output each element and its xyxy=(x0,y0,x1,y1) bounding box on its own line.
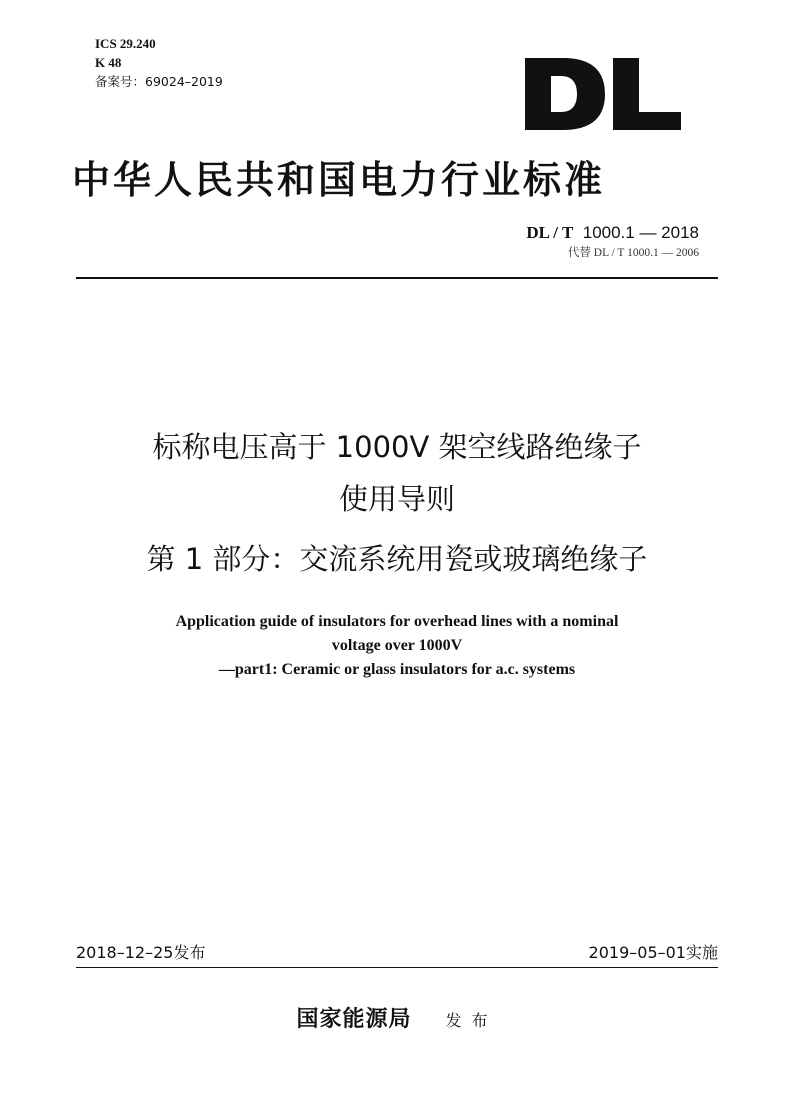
header-divider xyxy=(76,277,718,279)
implementation-date: 2019–05–01实施 xyxy=(588,943,718,962)
standard-number xyxy=(526,222,699,244)
dl-logo xyxy=(523,56,683,132)
cn-title-line-2: 使用导则 xyxy=(338,482,455,516)
dl-logo-d-shape xyxy=(525,58,605,130)
cn-title-line-1: 标称电压高于 1000V 架空线路绝缘子 xyxy=(152,430,642,464)
issuer-org: 国家能源局 xyxy=(296,1006,412,1032)
category-title: 中华人民共和国电力行业标准 xyxy=(72,157,606,202)
record-value: 69024–2019 xyxy=(145,74,223,89)
k-text: K 48 xyxy=(95,55,122,70)
replaces-standard: 代替 DL / T 1000.1 — 2006 xyxy=(567,247,699,259)
cn-title-line-3: 第 1 部分：交流系统用瓷或玻璃绝缘子 xyxy=(146,542,648,576)
en-title-line-3: —part1: Ceramic or glass insulators for a.c. systems xyxy=(218,661,576,678)
issue-date: 2018–12–25发布 xyxy=(76,943,206,962)
standard-number-value: 1000.1 — 2018 xyxy=(582,223,699,242)
en-title-line-2: voltage over 1000V xyxy=(331,637,463,654)
record-label: 备案号： xyxy=(95,74,146,89)
k-code xyxy=(95,55,121,71)
issuer-action: 发布 xyxy=(445,1011,498,1030)
en-title-line-1: Application guide of insulators for overhead lines with a nominal xyxy=(175,613,619,630)
standard-code: DL / T xyxy=(526,223,574,242)
issuer-line xyxy=(0,1003,794,1037)
dl-logo-l-shape xyxy=(613,58,681,130)
footer-divider xyxy=(76,967,718,968)
ics-text: ICS 29.240 xyxy=(95,36,156,51)
record-number xyxy=(95,74,223,90)
ics-code xyxy=(95,36,156,52)
